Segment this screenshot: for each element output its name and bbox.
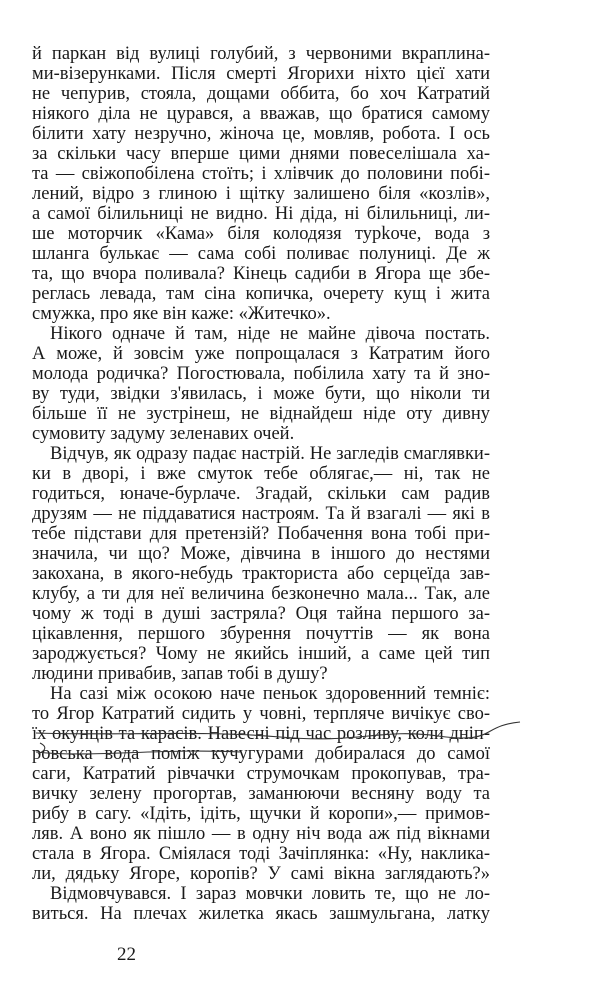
text-line: та — свіжопобілена стоїть; і хлівчик до половини побі- xyxy=(32,164,490,184)
text-line: та, що вчора поливала? Кінець садиби в Ягора ще збе- xyxy=(32,264,490,284)
page-number: 22 xyxy=(117,944,136,965)
text-line: закохана, в якого-небудь тракториста або серцеїда зав- xyxy=(32,564,490,584)
text-line: вичку зелену прогортав, заманюючи весняну воду та xyxy=(32,784,490,804)
text-line: тебе підстави для претензій? Побачення вона тобі при- xyxy=(32,524,490,544)
text-line: не чепурив, стояла, дощами оббита, бо хоч Катратий xyxy=(32,84,490,104)
text-line: ше моторчик «Кама» біля колодязя турkоче, вода з xyxy=(32,224,490,244)
text-line: білити хату незручно, жіноча це, мовляв, робота. І ось xyxy=(32,124,490,144)
text-line: їх окунців та карасів. Навесні під час розливу, коли дніп- xyxy=(32,724,490,744)
text-line: зароджується? Чому не якийсь інший, а саме цей тип xyxy=(32,644,490,664)
text-line: ву туди, звідки з'явилась, і може бути, що ніколи ти xyxy=(32,384,490,404)
text-line: ровська вода поміж кучугурами добиралася до самої xyxy=(32,744,490,764)
text-line: більше її не зустрінеш, не віднайдеш ніде оту дивну xyxy=(32,404,490,424)
text-line: годиться, юначе-бурлаче. Згадай, скільки сам радив xyxy=(32,484,490,504)
text-line: цікавлення, першого збурення почуттів — як вона xyxy=(32,624,490,644)
text-line: ли, дядьку Ягоре, коропів? У самі вікна заглядають?» xyxy=(32,864,490,884)
text-line: а самої білильниці не видно. Ні діда, ні білильниці, ли- xyxy=(32,204,490,224)
text-line: шланга булькає — сама собі поливає полуниці. Де ж xyxy=(32,244,490,264)
text-line: виться. На плечах жилетка якась зашмульгана, латку xyxy=(32,904,490,924)
text-line: ки в дворі, і вже смуток тебе облягає,— ні, так не xyxy=(32,464,490,484)
text-line: друзям — не піддаватися настроям. Та й взагалі — які в xyxy=(32,504,490,524)
text-line: Відчув, як одразу падає настрій. Не загледів смаглявки- xyxy=(50,444,490,464)
text-line: смужка, про яке він каже: «Житечко». xyxy=(32,304,331,324)
text-line: Відмовчувався. І зараз мовчки ловить те, що не ло- xyxy=(50,884,490,904)
text-line: А може, й зовсім уже попрощалася з Катратим його xyxy=(32,344,490,364)
text-line: клубу, а ти для неї величина безконечно мала... Так, але xyxy=(32,584,490,604)
text-line: На сазі між осокою наче пеньок здоровенний темніє: xyxy=(50,684,490,704)
text-line: ляв. А воно як пішло — в одну ніч вода аж під вікнами xyxy=(32,824,490,844)
text-line: стала в Ягора. Сміялася тоді Зачіплянка: «Ну, наклика- xyxy=(32,844,490,864)
text-line: Нікого одначе й там, ніде не майне дівоча постать. xyxy=(50,324,490,344)
text-line: рибу в сагу. «Ідіть, ідіть, щучки й коропи»,— примов- xyxy=(32,804,490,824)
text-line: реглась левада, там сіна копичка, очерету кущ і жита xyxy=(32,284,490,304)
text-line: значила, чи що? Може, дівчина в іншого до нестями xyxy=(32,544,490,564)
text-line: за скільки часу вперше цими днями повеселішала ха- xyxy=(32,144,490,164)
text-line: й паркан від вулиці голубий, з червоними вкраплина- xyxy=(32,44,490,64)
text-line: молода родичка? Погостювала, побілила хату та й зно- xyxy=(32,364,490,384)
text-line: саги, Катратий рівчачки струмочкам прокопував, тра- xyxy=(32,764,490,784)
text-line: чому ж тоді в душі застряла? Оця тайна першого за- xyxy=(32,604,490,624)
text-line: то Ягор Катратий сидить у човні, терпляче вичікує сво- xyxy=(32,704,490,724)
text-line: ми-візерунками. Після смерті Ягорихи ніхто цієї хати xyxy=(32,64,490,84)
text-line: людини привабив, запав тобі в душу? xyxy=(32,664,328,684)
text-line: сумовиту задуму зеленавих очей. xyxy=(32,424,295,444)
text-line: ніякого діла не цурався, а вважав, що братися самому xyxy=(32,104,490,124)
body-text xyxy=(32,44,490,924)
text-line: лений, відро з глиною і щітку залишено біля «козлів», xyxy=(32,184,490,204)
